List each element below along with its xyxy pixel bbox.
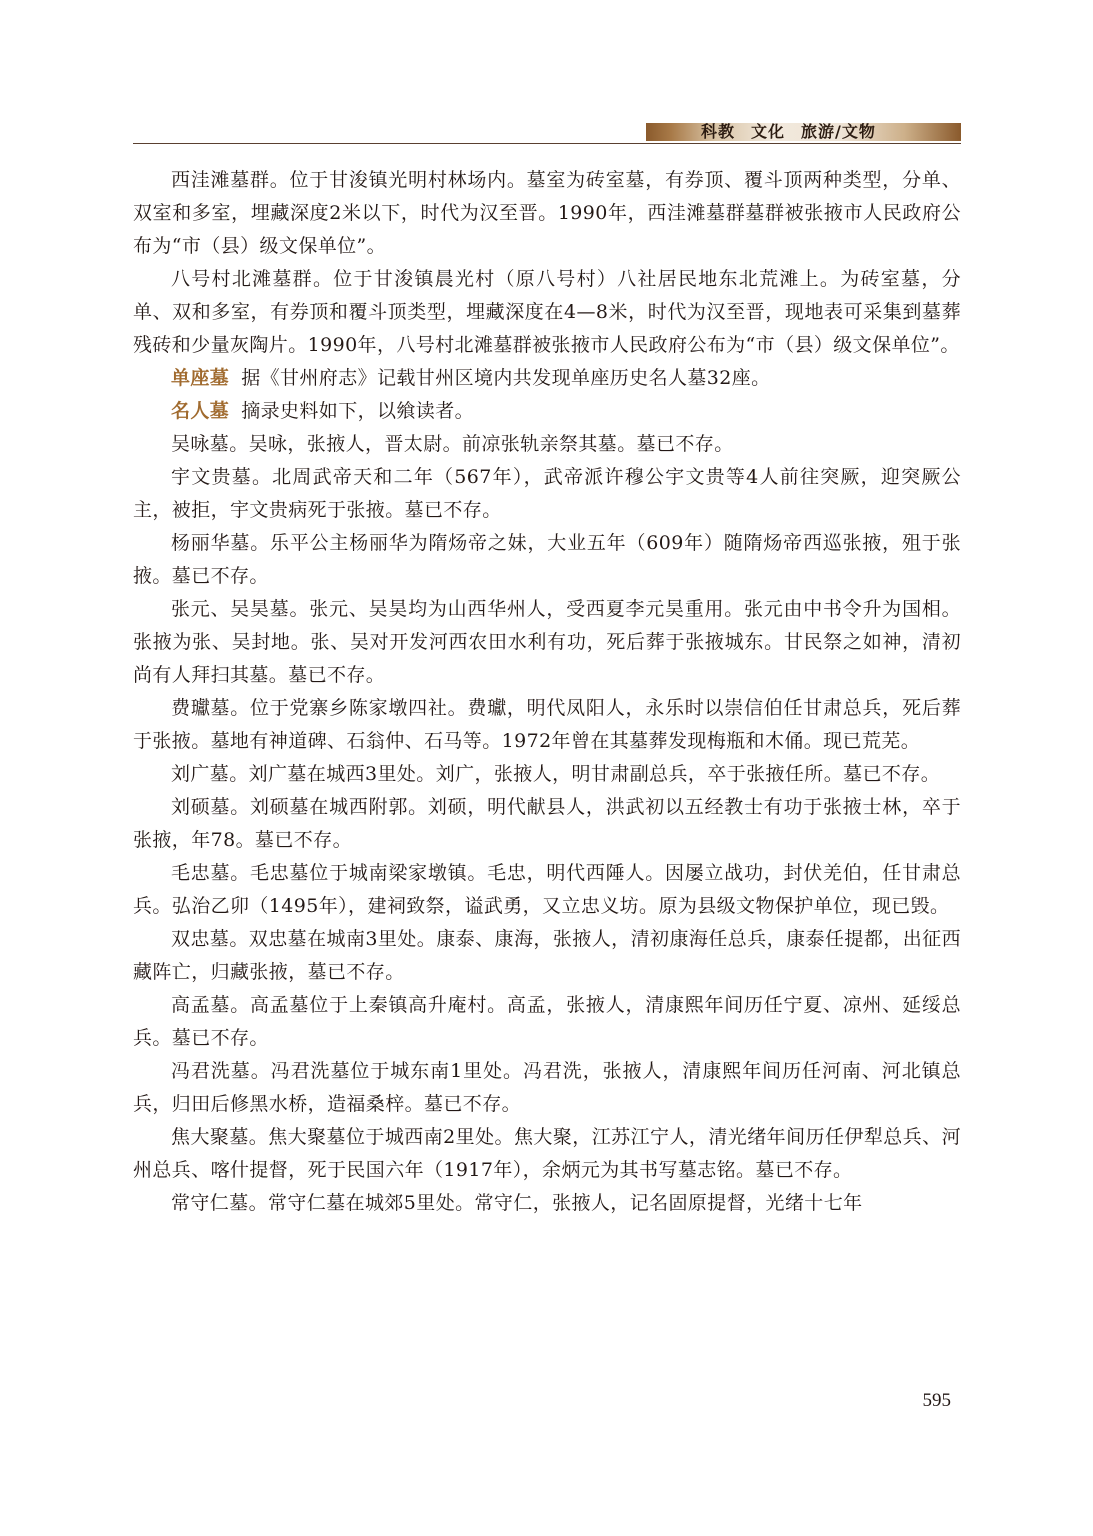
paragraph-text: 据《甘州府志》记载甘州区境内共发现单座历史名人墓32座。 [241, 367, 771, 389]
header-section-title [701, 121, 876, 143]
paragraph-text: 摘录史料如下，以飨读者。 [241, 400, 475, 422]
page-number: 595 [922, 1390, 951, 1411]
paragraph [133, 791, 961, 857]
paragraph [133, 1121, 961, 1187]
paragraph [133, 1055, 961, 1121]
paragraph-text: 杨丽华墓。乐平公主杨丽华为隋炀帝之妹，大业五年（609年）随隋炀帝西巡张掖，殂于张掖。墓已不存。 [133, 532, 961, 587]
paragraph-text: 焦大聚墓。焦大聚墓位于城西南2里处。焦大聚，江苏江宁人，清光绪年间历任伊犁总兵、河州总兵、喀什提督，死于民国六年（1917年），余炳元为其书写墓志铭。墓已不存。 [133, 1126, 961, 1181]
header-section-3: 旅游/文物 [801, 122, 876, 141]
paragraph-text: 高孟墓。高孟墓位于上秦镇高升庵村。高孟，张掖人，清康熙年间历任宁夏、凉州、延绥总兵。墓已不存。 [133, 994, 961, 1049]
header-rule [133, 143, 961, 144]
paragraph-text: 毛忠墓。毛忠墓位于城南梁家墩镇。毛忠，明代西陲人。因屡立战功，封伏羌伯，任甘肃总兵。弘治乙卯（1495年），建祠致祭，谥武勇，又立忠义坊。原为县级文物保护单位，现已毁。 [133, 862, 961, 917]
paragraph-text: 张元、吴昊墓。张元、吴昊均为山西华州人，受西夏李元昊重用。张元由中书令升为国相。张掖为张、吴封地。张、吴对开发河西农田水利有功，死后葬于张掖城东。甘民祭之如神，清初尚有人拜扫其墓。墓已不存。 [133, 598, 961, 686]
paragraph [133, 758, 961, 791]
paragraph [133, 164, 961, 263]
paragraph [133, 692, 961, 758]
paragraph-text: 西洼滩墓群。位于甘浚镇光明村林场内。墓室为砖室墓，有券顶、覆斗顶两种类型，分单、双室和多室，埋藏深度2米以下，时代为汉至晋。1990年，西洼滩墓群墓群被张掖市人民政府公布为“市（县）级文保单位”。 [133, 169, 961, 257]
paragraph [133, 989, 961, 1055]
paragraph [133, 857, 961, 923]
paragraph [133, 263, 961, 362]
header-section-1: 科教 [701, 122, 736, 141]
section-keyword: 单座墓 [171, 367, 230, 389]
running-header [133, 121, 961, 145]
paragraph [133, 593, 961, 692]
paragraph [133, 1187, 961, 1220]
paragraph [133, 923, 961, 989]
header-section-2: 文化 [751, 122, 786, 141]
paragraph [133, 461, 961, 527]
paragraph-text: 刘广墓。刘广墓在城西3里处。刘广，张掖人，明甘肃副总兵，卒于张掖任所。墓已不存。 [171, 763, 941, 785]
paragraph-text: 八号村北滩墓群。位于甘浚镇晨光村（原八号村）八社居民地东北荒滩上。为砖室墓，分单、双和多室，有券顶和覆斗顶类型，埋藏深度在4—8米，时代为汉至晋，现地表可采集到墓葬残砖和少量灰陶片。1990年，八号村北滩墓群被张掖市人民政府公布为“市（县）级文保单位”。 [133, 268, 961, 356]
section-keyword: 名人墓 [171, 400, 230, 422]
body-text [133, 164, 961, 1220]
paragraph-text: 冯君洗墓。冯君洗墓位于城东南1里处。冯君洗，张掖人，清康熙年间历任河南、河北镇总兵，归田后修黑水桥，造福桑梓。墓已不存。 [133, 1060, 961, 1115]
paragraph-text: 吴咏墓。吴咏，张掖人，晋太尉。前凉张轨亲祭其墓。墓已不存。 [171, 433, 734, 455]
paragraph-text: 刘硕墓。刘硕墓在城西附郭。刘硕，明代献县人，洪武初以五经教士有功于张掖士林，卒于张掖，年78。墓已不存。 [133, 796, 961, 851]
paragraph-text: 双忠墓。双忠墓在城南3里处。康泰、康海，张掖人，清初康海任总兵，康泰任提都，出征西藏阵亡，归藏张掖，墓已不存。 [133, 928, 961, 983]
paragraph [133, 527, 961, 593]
paragraph [133, 428, 961, 461]
paragraph-text: 宇文贵墓。北周武帝天和二年（567年），武帝派许穆公宇文贵等4人前往突厥，迎突厥公主，被拒，宇文贵病死于张掖。墓已不存。 [133, 466, 961, 521]
paragraph-text: 常守仁墓。常守仁墓在城郊5里处。常守仁，张掖人，记名固原提督，光绪十七年 [171, 1192, 863, 1214]
paragraph [133, 395, 961, 428]
paragraph-text: 费瓛墓。位于党寨乡陈家墩四社。费瓛，明代凤阳人，永乐时以崇信伯任甘肃总兵，死后葬于张掖。墓地有神道碑、石翁仲、石马等。1972年曾在其墓葬发现梅瓶和木俑。现已荒芜。 [133, 697, 961, 752]
paragraph [133, 362, 961, 395]
